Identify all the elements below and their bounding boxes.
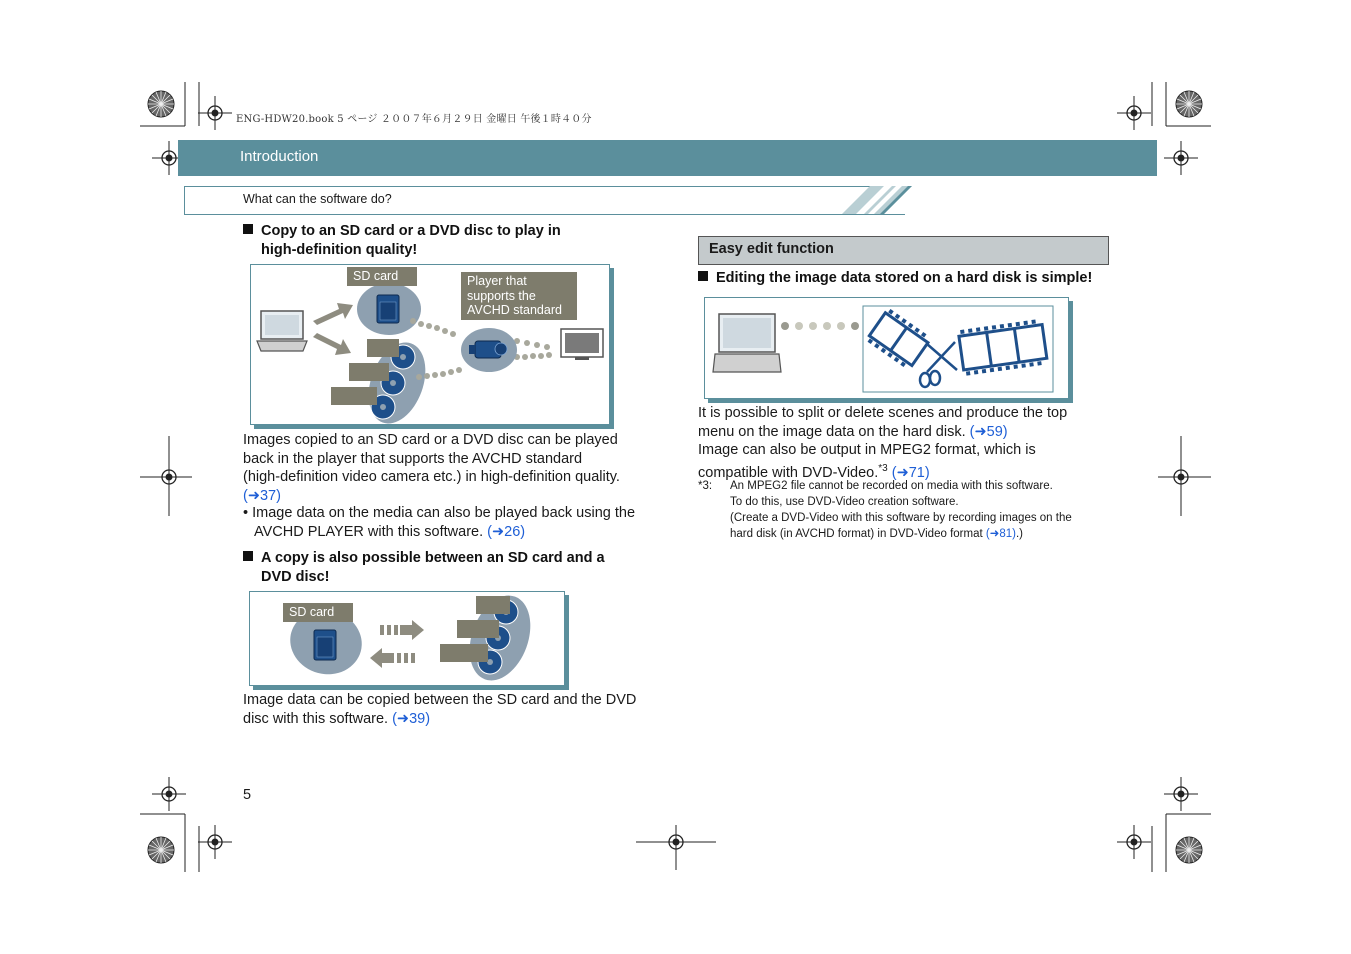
page-number: 5 <box>243 787 252 803</box>
copy-arrows-icon <box>313 303 353 355</box>
subsection-title: What can the software do? <box>243 192 392 206</box>
tv-icon <box>561 329 603 360</box>
heading-copy-between: A copy is also possible between an SD card and a DVD disc! <box>243 549 605 587</box>
footnote-3: An MPEG2 file cannot be recorded on media with this software. To do this, use DVD-Video creation software. (Create a DVD-Video with this software by recording images on the hard disk (in AVCHD format) in DVD-Video format (➜81).) <box>730 480 1072 540</box>
ref-link-26[interactable]: (➜26) <box>487 523 526 540</box>
dotted-connection <box>781 322 873 330</box>
sd-card-icon <box>377 295 399 323</box>
paragraph-copy-between: Image data can be copied between the SD card and the DVD disc with this software. (➜39) <box>243 692 637 727</box>
section-header-bar <box>178 140 1157 176</box>
heading-copy-sd-dvd: Copy to an SD card or a DVD disc to play in high-definition quality! <box>243 222 561 260</box>
header-stripes-decoration <box>832 186 912 215</box>
paragraph-play-hd: Images copied to an SD card or a DVD disc can be played back in the player that supports the AVCHD standard (high-definition video camera etc.) in high-definition quality. (➜37) <box>243 432 620 504</box>
ref-link-37[interactable]: (➜37) <box>243 487 281 504</box>
laptop-icon <box>257 311 307 351</box>
subsection-bar <box>184 186 905 215</box>
ref-link-81[interactable]: (➜81) <box>985 528 1016 540</box>
sd-card-label: SD card <box>283 603 353 622</box>
figure-copy-between <box>249 591 565 686</box>
ref-link-59[interactable]: (➜59) <box>969 423 1008 440</box>
square-bullet-icon <box>243 224 253 234</box>
figure-copy-and-play <box>250 264 610 425</box>
sd-card-label: SD card <box>347 267 417 286</box>
footnote-marker: *3: <box>698 480 713 492</box>
laptop-icon <box>713 314 781 372</box>
heading-edit-simple: Editing the image data stored on a hard disk is simple! <box>698 269 1092 288</box>
square-bullet-icon <box>698 271 708 281</box>
section-title: Introduction <box>240 148 319 165</box>
figure-edit-function <box>704 297 1069 399</box>
avchd-player-label: Player that supports the AVCHD standard <box>461 272 577 320</box>
paragraph-edit: It is possible to split or delete scenes and produce the top menu on the image data on the hard disk. (➜59) Image can also be output in MPEG2 format, which is compatible with DVD-Video.$^{*3}$ (➜71) <box>698 405 1068 481</box>
book-file-info: ENG-HDW20.book 5 ページ ２００７年６月２９日 金曜日 午後１時４０分 <box>236 114 592 125</box>
bullet-marker: • <box>243 505 249 521</box>
ref-link-71[interactable]: (➜71) <box>891 464 930 481</box>
sd-card-icon <box>314 630 336 660</box>
footnote-ref-3: *3 <box>878 462 888 474</box>
easy-edit-title: Easy edit function <box>709 241 834 257</box>
figure-edit-illustration <box>705 298 1068 398</box>
video-camera-icon <box>469 341 507 358</box>
easy-edit-title-box <box>698 236 1109 265</box>
bullet-avchd-player: • Image data on the media can also be played back using the AVCHD PLAYER with this software. (➜26) <box>243 505 636 540</box>
square-bullet-icon <box>243 551 253 561</box>
ref-link-39[interactable]: (➜39) <box>392 710 431 727</box>
exchange-arrows-icon <box>370 620 424 668</box>
